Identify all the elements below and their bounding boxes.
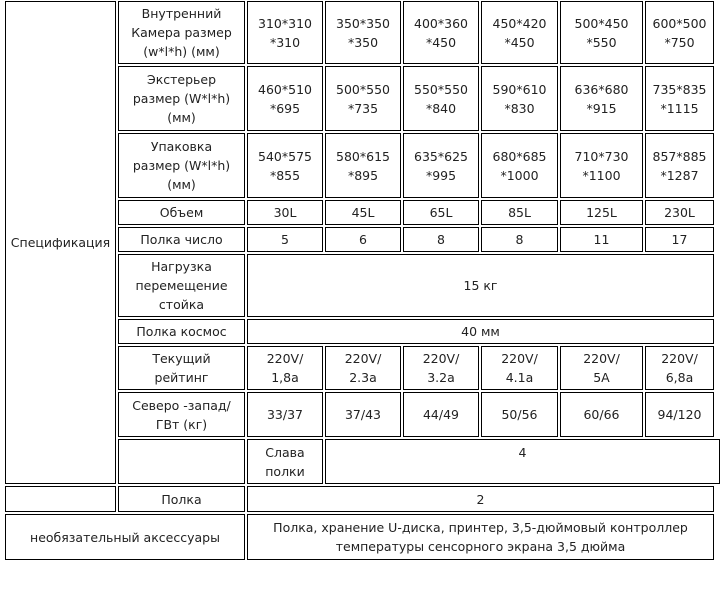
cell-interior-30l: 310*310 *310 <box>247 1 323 64</box>
cell-weight: 94/120 <box>645 392 714 437</box>
row-interior-size <box>5 1 720 64</box>
cell-exterior-30l: 460*510 *695 <box>247 66 323 131</box>
label-package-size: Упаковка размер (W*l*h) (мм) <box>118 133 245 198</box>
cell-volume: 45L <box>325 200 401 225</box>
row-accessories <box>5 514 720 560</box>
label-shelf-space: Полка космос <box>118 319 245 344</box>
label-shelf-count: Полка число <box>118 227 245 252</box>
cell-shelf-count: 11 <box>560 227 643 252</box>
cell-shelf-count: 17 <box>645 227 714 252</box>
cell-weight: 44/49 <box>403 392 479 437</box>
cell-volume: 30L <box>247 200 323 225</box>
cell-shelf-count: 8 <box>403 227 479 252</box>
label-current-rating: Текущий рейтинг <box>118 346 245 390</box>
section-label-spec: Спецификация <box>5 1 116 484</box>
label-interior-size: Внутренний Камера размер (w*l*h) (мм) <box>118 1 245 64</box>
cell-package-125l: 710*730 *1100 <box>560 133 643 198</box>
cell-current: 220V/ 5A <box>560 346 643 390</box>
value-load: 15 кг <box>247 254 714 317</box>
label-exterior-size: Экстерьер размер (W*l*h) (мм) <box>118 66 245 131</box>
label-shelf-glory: Слава полки <box>247 439 323 484</box>
label-volume: Объем <box>118 200 245 225</box>
cell-interior-45l: 350*350 *350 <box>325 1 401 64</box>
cell-weight: 33/37 <box>247 392 323 437</box>
cell-interior-85l: 450*420 *450 <box>481 1 558 64</box>
cell-exterior-65l: 550*550 *840 <box>403 66 479 131</box>
cell-exterior-230l: 735*835 *1115 <box>645 66 714 131</box>
cell-volume: 65L <box>403 200 479 225</box>
cell-package-65l: 635*625 *995 <box>403 133 479 198</box>
label-shelf: Полка <box>118 486 245 512</box>
label-accessories: необязательный аксессуары <box>5 514 245 560</box>
cell-exterior-45l: 500*550 *735 <box>325 66 401 131</box>
cell-current: 220V/ 6,8a <box>645 346 714 390</box>
row-shelf <box>5 486 720 512</box>
cell-volume: 125L <box>560 200 643 225</box>
label-load: Нагрузка перемещение стойка <box>118 254 245 317</box>
cell-shelf-count: 8 <box>481 227 558 252</box>
cell-weight: 50/56 <box>481 392 558 437</box>
cell-current: 220V/ 1,8a <box>247 346 323 390</box>
specification-table <box>3 0 722 562</box>
cell-weight: 37/43 <box>325 392 401 437</box>
cell-interior-125l: 500*450 *550 <box>560 1 643 64</box>
cell-current: 220V/ 2.3a <box>325 346 401 390</box>
cell-package-85l: 680*685 *1000 <box>481 133 558 198</box>
value-accessories: Полка, хранение U-диска, принтер, 3,5-дюймовый контроллер температуры сенсорного экрана 3,5 дюйма <box>247 514 714 560</box>
label-weight: Северо -запад/ ГВт (кг) <box>118 392 245 437</box>
cell-weight: 60/66 <box>560 392 643 437</box>
value-shelf-glory: 4 <box>325 439 720 484</box>
cell-current: 220V/ 4.1a <box>481 346 558 390</box>
cell-package-45l: 580*615 *895 <box>325 133 401 198</box>
cell-interior-230l: 600*500 *750 <box>645 1 714 64</box>
cell-package-230l: 857*885 *1287 <box>645 133 714 198</box>
value-shelf-space: 40 мм <box>247 319 714 344</box>
cell-shelf-count: 6 <box>325 227 401 252</box>
cell-volume: 230L <box>645 200 714 225</box>
cell-shelf-count: 5 <box>247 227 323 252</box>
row-spacer <box>118 439 245 484</box>
cell-volume: 85L <box>481 200 558 225</box>
cell-interior-65l: 400*360 *450 <box>403 1 479 64</box>
cell-exterior-125l: 636*680 *915 <box>560 66 643 131</box>
cell-package-30l: 540*575 *855 <box>247 133 323 198</box>
value-shelf: 2 <box>247 486 714 512</box>
cell-exterior-85l: 590*610 *830 <box>481 66 558 131</box>
cell-current: 220V/ 3.2a <box>403 346 479 390</box>
row-spacer <box>5 486 116 512</box>
